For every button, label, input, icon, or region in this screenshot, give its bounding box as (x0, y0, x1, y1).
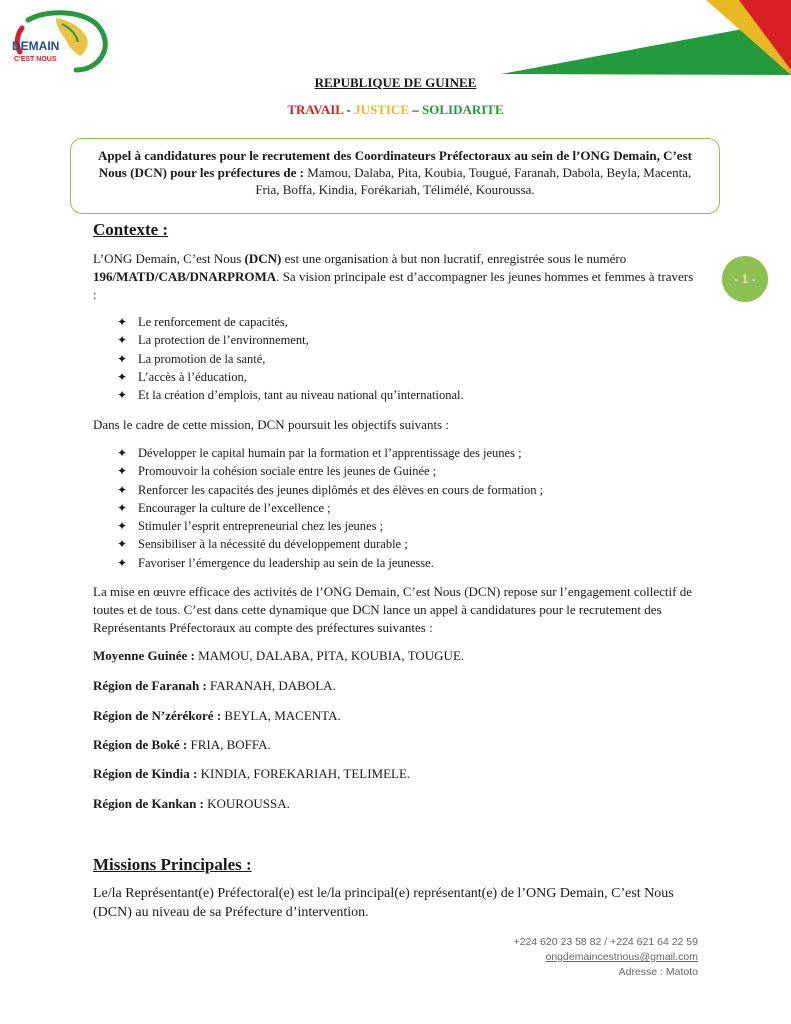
footer-email-wrap (546, 951, 699, 963)
list-item-text: Sensibiliser à la nécessité du développement durable ; (138, 537, 408, 552)
list-item-text: Et la création d’emplois, tant au niveau national qu’international. (138, 388, 464, 403)
context-closing: La mise en œuvre efficace des activités de l’ONG Demain, C’est Nous (DCN) repose sur l’engagement collectif de toutes et de tous. C’est dans cette dynamique que DCN lance un appel à candidatures pour le recrutement des Représentants Préfectoraux au compte des préfectures suivantes : (93, 584, 692, 635)
region-line (93, 766, 410, 782)
dcn-logo (6, 6, 116, 74)
star-bullet-icon: ✦ (117, 519, 128, 534)
list-item-text: Stimuler l’esprit entrepreneurial chez les jeunes ; (138, 519, 384, 534)
list-item (117, 481, 697, 499)
list-item-text: Développer le capital humain par la formation et l’apprentissage des jeunes ; (138, 446, 522, 460)
star-bullet-icon: ✦ (117, 500, 128, 515)
motto-separator: - (343, 102, 355, 117)
star-bullet-icon: ✦ (117, 388, 128, 403)
list-item-text: La promotion de la santé, (138, 351, 266, 366)
objectives-list (117, 444, 697, 572)
star-bullet-icon: ✦ (117, 351, 128, 366)
region-name: Région de N’zérékoré : (93, 708, 222, 723)
region-line (93, 678, 336, 694)
call-prefectures: Mamou, Dalaba, Pita, Koubia, Tougué, Faranah, Dabola, Beyla, Macenta, Fria, Boffa, Kindia, Forékariah, Télimélé, Kouroussa. (255, 165, 692, 197)
list-item (117, 313, 697, 331)
corner-decoration (501, 0, 791, 75)
list-item (117, 368, 697, 386)
context-intro (93, 250, 698, 304)
vision-list (117, 313, 697, 404)
logo-word-demain: DEMAIN (12, 39, 60, 53)
list-item-text: Favoriser l’émergence du leadership au sein de la jeunesse. (138, 555, 434, 570)
list-item-text: Promouvoir la cohésion sociale entre les jeunes de Guinée ; (138, 464, 437, 479)
call-for-applications-box (70, 138, 720, 214)
list-item-text: Encourager la culture de l’excellence ; (138, 500, 331, 515)
intro-dcn: (DCN) (244, 251, 282, 266)
region-prefectures: KINDIA, FOREKARIAH, TELIMELE. (197, 766, 411, 781)
motto-solidarite: SOLIDARITE (422, 102, 504, 117)
region-line (93, 796, 290, 812)
intro-part: L’ONG Demain, C’est Nous (93, 251, 245, 266)
region-prefectures: KOUROUSSA. (203, 796, 290, 811)
star-bullet-icon: ✦ (117, 537, 128, 552)
list-item-text: L’accès à l’éducation, (138, 369, 247, 384)
region-name: Région de Faranah : (93, 678, 207, 693)
star-bullet-icon: ✦ (117, 333, 128, 348)
missions-heading: Missions Principales : (93, 855, 252, 874)
footer-email-link[interactable]: ongdemaincestnous@gmail.com (545, 951, 698, 963)
intro-part: est une organisation à but non lucratif, enregistrée sous le numéro (281, 251, 627, 266)
intro-registration-number: 196/MATD/CAB/DNARPROMA (93, 269, 277, 284)
list-item (117, 331, 697, 349)
region-prefectures: BEYLA, MACENTA. (221, 708, 341, 723)
region-prefectures: FRIA, BOFFA. (187, 737, 271, 752)
motto-justice: JUSTICE (354, 102, 409, 117)
intro-part: . Sa vision principale est d’accompagner les jeunes hommes et femmes à travers : (93, 269, 694, 302)
logo-word-cest-nous: C'EST NOUS (14, 56, 57, 63)
region-line (93, 648, 464, 664)
national-motto (0, 102, 791, 118)
list-item-text: Renforcer les capacités des jeunes diplômés et des élèves en cours de formation ; (138, 482, 544, 497)
footer-address: Adresse : Matoto (618, 966, 698, 978)
list-item (117, 535, 697, 553)
list-item (117, 462, 697, 480)
missions-text: Le/la Représentant(e) Préfectoral(e) est le/la principal(e) représentant(e) de l’ONG Demain, C’est Nous (DCN) au niveau de sa Préfecture d’intervention. (93, 886, 674, 920)
list-item (117, 499, 697, 517)
list-item-text: La protection de l’environnement, (138, 333, 309, 348)
list-item (117, 444, 697, 462)
region-prefectures: FARANAH, DABOLA. (206, 678, 336, 693)
star-bullet-icon: ✦ (117, 315, 128, 329)
list-item-text: Le renforcement de capacités, (138, 315, 288, 329)
motto-travail: TRAVAIL (287, 102, 344, 117)
list-item (117, 386, 697, 404)
star-bullet-icon: ✦ (117, 482, 128, 497)
region-name: Région de Boké : (93, 737, 188, 752)
republic-title: REPUBLIQUE DE GUINEE (314, 75, 477, 90)
list-item (117, 554, 697, 572)
footer-phones: +224 620 23 58 82 / +224 621 64 22 59 (513, 936, 698, 948)
objectives-intro: Dans le cadre de cette mission, DCN poursuit les objectifs suivants : (93, 417, 449, 432)
region-line (93, 737, 271, 753)
star-bullet-icon: ✦ (117, 369, 128, 384)
star-bullet-icon: ✦ (117, 464, 128, 479)
star-bullet-icon: ✦ (117, 446, 128, 460)
call-title: Appel à candidatures pour le recrutement des Coordinateurs Préfectoraux au sein de l’ONG Demain, C’est Nous (DCN) pour les préfectures de : (98, 148, 692, 180)
star-bullet-icon: ✦ (117, 555, 128, 570)
list-item (117, 517, 697, 535)
region-name: Région de Kindia : (93, 766, 198, 781)
region-line (93, 708, 341, 724)
motto-separator: – (409, 102, 422, 117)
region-prefectures: MAMOU, DALABA, PITA, KOUBIA, TOUGUE. (194, 648, 465, 663)
list-item (117, 350, 697, 368)
context-heading: Contexte : (93, 220, 169, 239)
region-name: Région de Kankan : (93, 796, 204, 811)
page-number-badge: - 1 - (722, 256, 768, 302)
region-name: Moyenne Guinée : (93, 648, 195, 663)
